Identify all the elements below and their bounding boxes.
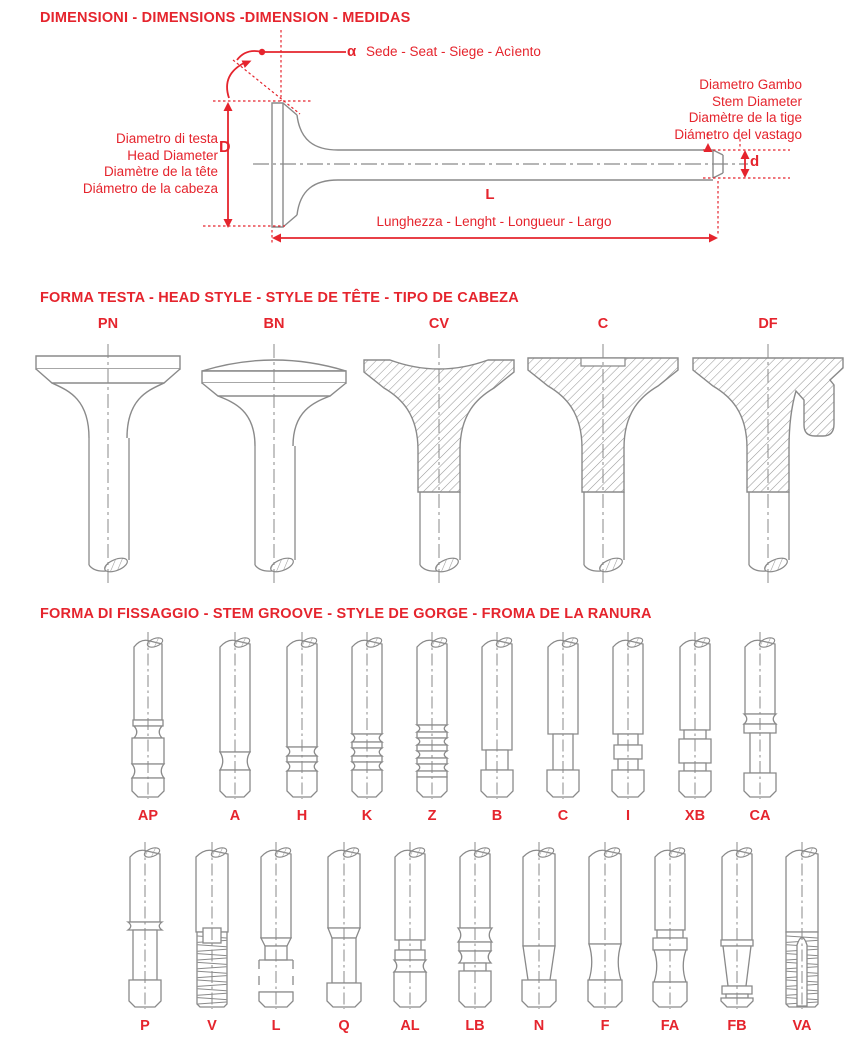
head-style-label: BN xyxy=(263,316,285,332)
stem-groove-label: Z xyxy=(427,808,437,824)
stem-groove-label: N xyxy=(533,1018,545,1034)
stem-diameter-line-en: Stem Diameter xyxy=(711,93,802,109)
head-diameter-label xyxy=(20,131,218,197)
stem-groove-VA-drawing xyxy=(772,840,832,1012)
head-style-C-drawing xyxy=(518,340,688,590)
head-style-label: C xyxy=(597,316,609,332)
stem-groove-V-drawing xyxy=(182,840,242,1012)
head-style-figure-CV xyxy=(354,340,524,590)
stem-groove-label: K xyxy=(361,808,373,824)
stem-groove-I-drawing xyxy=(598,630,658,802)
stem-groove-figure-LB xyxy=(445,840,505,1012)
stem-groove-label: C xyxy=(557,808,569,824)
head-diameter-line-es: Diámetro de la cabeza xyxy=(82,180,218,196)
stem-groove-figure-FB xyxy=(707,840,767,1012)
seat-label: Sede - Seat - Siege - Acìento xyxy=(366,44,541,59)
head-style-label: DF xyxy=(758,316,778,332)
stem-diameter-label xyxy=(600,77,802,143)
length-label: Lunghezza - Lenght - Longueur - Largo xyxy=(376,214,612,229)
stem-groove-CA-drawing xyxy=(730,630,790,802)
stem-groove-label: H xyxy=(296,808,308,824)
head-style-figure-PN xyxy=(23,340,193,590)
stem-groove-K-drawing xyxy=(337,630,397,802)
stem-groove-figure-C xyxy=(533,630,593,802)
head-style-figure-DF xyxy=(683,340,853,590)
stem-groove-H-drawing xyxy=(272,630,332,802)
stem-groove-label: FB xyxy=(727,1018,747,1034)
stem-groove-figure-CA xyxy=(730,630,790,802)
stem-groove-figure-XB xyxy=(665,630,725,802)
head-style-figure-C xyxy=(518,340,688,590)
stem-groove-figure-P xyxy=(115,840,175,1012)
stem-groove-figure-A xyxy=(205,630,265,802)
head-style-label: PN xyxy=(97,316,119,332)
stem-diameter-symbol: d xyxy=(750,153,760,170)
stem-groove-label: AL xyxy=(400,1018,420,1034)
stem-groove-label: B xyxy=(491,808,503,824)
head-diameter-line-en: Head Diameter xyxy=(127,147,218,163)
stem-groove-C-drawing xyxy=(533,630,593,802)
stem-groove-F-drawing xyxy=(575,840,635,1012)
head-style-DF-drawing xyxy=(683,340,853,590)
stem-groove-label: FA xyxy=(660,1018,680,1034)
stem-groove-label: XB xyxy=(684,808,706,824)
stem-groove-figure-AP xyxy=(118,630,178,802)
stem-groove-L-drawing xyxy=(246,840,306,1012)
stem-groove-AP-drawing xyxy=(118,630,178,802)
stem-groove-figure-VA xyxy=(772,840,832,1012)
head-style-label: CV xyxy=(428,316,450,332)
head-style-BN-drawing xyxy=(189,340,359,590)
head-diameter-line-fr: Diamètre de la tête xyxy=(103,164,218,179)
stem-groove-label: AP xyxy=(137,808,159,824)
stem-groove-P-drawing xyxy=(115,840,175,1012)
stem-groove-label: LB xyxy=(465,1018,485,1034)
stem-groove-label: I xyxy=(625,808,631,824)
stem-groove-figure-H xyxy=(272,630,332,802)
stem-groove-label: P xyxy=(140,1018,150,1034)
head-style-section-title: FORMA TESTA - HEAD STYLE - STYLE DE TÊTE - TIPO DE CABEZA xyxy=(40,290,519,306)
length-symbol: L xyxy=(485,186,495,203)
stem-groove-figure-AL xyxy=(380,840,440,1012)
stem-groove-label: Q xyxy=(338,1018,350,1034)
stem-groove-label: L xyxy=(271,1018,281,1034)
head-diameter-line-it: Diametro di testa xyxy=(115,131,218,146)
stem-groove-figure-Z xyxy=(402,630,462,802)
stem-groove-figure-F xyxy=(575,840,635,1012)
stem-groove-section-title: FORMA DI FISSAGGIO - STEM GROOVE - STYLE DE GORGE - FROMA DE LA RANURA xyxy=(40,606,652,622)
head-diameter-symbol: D xyxy=(219,139,231,156)
stem-groove-figure-N xyxy=(509,840,569,1012)
stem-groove-figure-FA xyxy=(640,840,700,1012)
stem-diameter-line-it: Diametro Gambo xyxy=(699,77,802,92)
stem-groove-A-drawing xyxy=(205,630,265,802)
stem-groove-B-drawing xyxy=(467,630,527,802)
stem-groove-figure-K xyxy=(337,630,397,802)
stem-groove-label: VA xyxy=(792,1018,812,1034)
stem-groove-AL-drawing xyxy=(380,840,440,1012)
stem-groove-figure-V xyxy=(182,840,242,1012)
stem-groove-N-drawing xyxy=(509,840,569,1012)
stem-groove-FA-drawing xyxy=(640,840,700,1012)
head-style-PN-drawing xyxy=(23,340,193,590)
head-style-CV-drawing xyxy=(354,340,524,590)
stem-groove-label: A xyxy=(229,808,241,824)
stem-groove-label: CA xyxy=(749,808,771,824)
stem-groove-figure-I xyxy=(598,630,658,802)
stem-groove-Q-drawing xyxy=(314,840,374,1012)
stem-groove-LB-drawing xyxy=(445,840,505,1012)
stem-groove-label: F xyxy=(600,1018,610,1034)
stem-groove-Z-drawing xyxy=(402,630,462,802)
stem-diameter-line-fr: Diamètre de la tige xyxy=(688,110,802,125)
stem-diameter-line-es: Diámetro del vastago xyxy=(674,126,802,142)
stem-groove-figure-Q xyxy=(314,840,374,1012)
stem-groove-XB-drawing xyxy=(665,630,725,802)
stem-groove-label: V xyxy=(207,1018,217,1034)
dimensions-section-title: DIMENSIONI - DIMENSIONS -DIMENSION - MEDIDAS xyxy=(40,10,411,26)
stem-groove-FB-drawing xyxy=(707,840,767,1012)
angle-alpha-symbol: α xyxy=(347,43,357,60)
stem-groove-figure-L xyxy=(246,840,306,1012)
stem-groove-figure-B xyxy=(467,630,527,802)
head-style-figure-BN xyxy=(189,340,359,590)
